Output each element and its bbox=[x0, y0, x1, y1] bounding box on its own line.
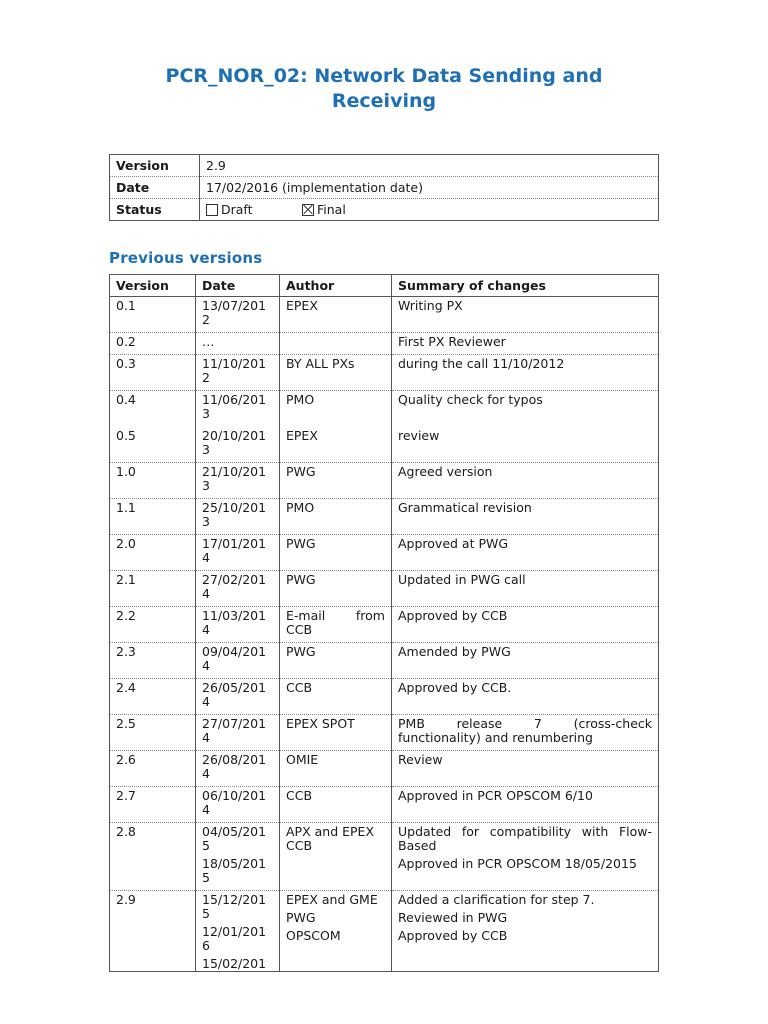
status-row bbox=[110, 199, 659, 221]
date-entry: 27/02/201 4 bbox=[202, 572, 267, 601]
version-cell: 0.2 bbox=[110, 333, 196, 355]
version-cell: 1.1 bbox=[110, 499, 196, 535]
date-cell bbox=[196, 823, 280, 891]
summary-entry: review bbox=[398, 427, 440, 443]
summary-entry: Approved by CCB. bbox=[398, 680, 512, 695]
author-entry: APX and EPEX CCB bbox=[286, 824, 375, 853]
table-row bbox=[110, 787, 659, 823]
author-cell bbox=[280, 535, 392, 571]
date-cell bbox=[196, 607, 280, 643]
final-option[interactable] bbox=[302, 203, 394, 217]
summary-entry: Approved by CCB bbox=[398, 928, 508, 943]
table-row bbox=[110, 823, 659, 891]
version-cell: 2.7 bbox=[110, 787, 196, 823]
version-cell: 1.0 bbox=[110, 463, 196, 499]
version-cell: 2.4 bbox=[110, 679, 196, 715]
author-entry: E-mail from CCB bbox=[286, 608, 385, 637]
author-entry: BY ALL PXs bbox=[286, 356, 355, 371]
table-row bbox=[110, 297, 659, 333]
date-row bbox=[110, 177, 659, 199]
author-entry: EPEX bbox=[286, 298, 318, 313]
summary-cell bbox=[392, 679, 659, 715]
summary-cell bbox=[392, 391, 659, 427]
summary-entry: Agreed version bbox=[398, 464, 493, 479]
date-entry: 06/10/201 4 bbox=[202, 788, 267, 817]
author-cell bbox=[280, 787, 392, 823]
author-entry: PWG bbox=[286, 464, 316, 479]
summary-entry: PMB release 7 (cross-check functionality) and renumbering bbox=[398, 716, 652, 745]
version-info-table bbox=[109, 154, 659, 221]
date-entry: 15/12/201 5 bbox=[202, 892, 267, 921]
date-cell bbox=[196, 535, 280, 571]
date-entry: 18/05/201 5 bbox=[202, 856, 267, 885]
date-entry: 17/01/201 4 bbox=[202, 536, 267, 565]
previous-versions-table bbox=[109, 274, 659, 972]
date-entry: 11/10/201 2 bbox=[202, 356, 267, 385]
author-cell bbox=[280, 643, 392, 679]
version-cell: 2.0 bbox=[110, 535, 196, 571]
date-entry: 15/02/201 bbox=[202, 956, 267, 971]
summary-entry: Approved in PCR OPSCOM 18/05/2015 bbox=[398, 856, 637, 871]
version-cell: 2.5 bbox=[110, 715, 196, 751]
date-entry: 27/07/201 4 bbox=[202, 716, 267, 745]
summary-cell bbox=[392, 823, 659, 891]
previous-versions-heading: Previous versions bbox=[109, 249, 263, 267]
summary-cell bbox=[392, 297, 659, 333]
date-value: 17/02/2016 (implementation date) bbox=[200, 177, 659, 199]
version-cell: 0.4 bbox=[116, 392, 136, 407]
author-entry: CCB bbox=[286, 680, 313, 695]
date-cell bbox=[196, 643, 280, 679]
summary-cell bbox=[392, 499, 659, 535]
table-row bbox=[110, 463, 659, 499]
table-row bbox=[110, 607, 659, 643]
author-cell bbox=[280, 355, 392, 391]
summary-cell bbox=[392, 355, 659, 391]
date-entry: 11/06/201 3 bbox=[202, 392, 267, 421]
author-entry: CCB bbox=[286, 788, 313, 803]
summary-cell bbox=[392, 333, 659, 355]
date-entry: 12/01/201 6 bbox=[202, 924, 267, 953]
author-entry: PWG bbox=[286, 572, 316, 587]
table-row bbox=[110, 427, 659, 463]
date-cell bbox=[196, 355, 280, 391]
author-cell bbox=[280, 891, 392, 972]
table-row bbox=[110, 643, 659, 679]
date-entry: 26/08/201 4 bbox=[202, 752, 267, 781]
table-row bbox=[110, 355, 659, 391]
date-entry: 26/05/201 4 bbox=[202, 680, 267, 709]
table-row bbox=[110, 679, 659, 715]
summary-entry: during the call 11/10/2012 bbox=[398, 356, 565, 371]
date-label: Date bbox=[110, 177, 200, 199]
date-entry: 20/10/201 3 bbox=[202, 427, 267, 457]
summary-cell bbox=[392, 891, 659, 972]
summary-cell bbox=[392, 427, 659, 463]
summary-cell bbox=[392, 463, 659, 499]
author-entry: PWG bbox=[286, 910, 316, 925]
author-cell bbox=[280, 333, 392, 355]
draft-option[interactable] bbox=[206, 203, 298, 217]
title-line-2: Receiving bbox=[331, 90, 437, 112]
table-row bbox=[110, 571, 659, 607]
version-cell: 2.1 bbox=[110, 571, 196, 607]
summary-cell bbox=[392, 751, 659, 787]
table-row bbox=[110, 333, 659, 355]
summary-entry: Approved by CCB bbox=[398, 608, 508, 623]
date-cell bbox=[196, 891, 280, 972]
header-date: Date bbox=[196, 275, 280, 297]
author-entry: EPEX SPOT bbox=[286, 716, 355, 731]
status-options bbox=[200, 199, 659, 221]
table-row bbox=[110, 391, 659, 427]
table-row bbox=[110, 715, 659, 751]
table-row bbox=[110, 891, 659, 972]
version-row bbox=[110, 155, 659, 177]
table-row bbox=[110, 535, 659, 571]
date-cell bbox=[196, 751, 280, 787]
date-entry: 09/04/201 4 bbox=[202, 644, 267, 673]
author-cell bbox=[280, 571, 392, 607]
version-cell: 2.9 bbox=[116, 892, 136, 907]
date-cell bbox=[196, 391, 280, 427]
status-label: Status bbox=[110, 199, 200, 221]
date-entry: … bbox=[202, 334, 215, 349]
summary-entry: Reviewed in PWG bbox=[398, 910, 508, 925]
title-line-1: PCR_NOR_02: Network Data Sending and bbox=[165, 65, 603, 87]
summary-cell bbox=[392, 571, 659, 607]
summary-entry: Approved in PCR OPSCOM 6/10 bbox=[398, 788, 593, 803]
author-cell bbox=[280, 297, 392, 333]
author-cell bbox=[280, 463, 392, 499]
date-cell bbox=[196, 297, 280, 333]
summary-entry: Updated for compatibility with Flow- Based bbox=[398, 824, 652, 853]
version-cell: 2.3 bbox=[110, 643, 196, 679]
summary-entry: Review bbox=[398, 752, 443, 767]
summary-entry: Added a clarification for step 7. bbox=[398, 892, 595, 907]
date-cell bbox=[196, 499, 280, 535]
previous-versions-body bbox=[110, 297, 659, 972]
version-cell: 2.2 bbox=[110, 607, 196, 643]
summary-cell bbox=[392, 643, 659, 679]
date-cell bbox=[196, 463, 280, 499]
date-entry: 11/03/201 4 bbox=[202, 608, 267, 637]
summary-entry: Approved at PWG bbox=[398, 536, 509, 551]
version-cell: 0.3 bbox=[110, 355, 196, 391]
author-entry: OPSCOM bbox=[286, 928, 341, 943]
draft-label: Draft bbox=[221, 202, 253, 217]
version-cell: 0.5 bbox=[110, 427, 196, 463]
author-cell bbox=[280, 607, 392, 643]
version-label: Version bbox=[110, 155, 200, 177]
author-cell bbox=[280, 823, 392, 891]
summary-cell bbox=[392, 715, 659, 751]
author-cell bbox=[280, 679, 392, 715]
author-cell bbox=[280, 751, 392, 787]
author-cell bbox=[280, 427, 392, 463]
table-header-row bbox=[110, 275, 659, 297]
date-cell bbox=[196, 333, 280, 355]
version-cell: 2.6 bbox=[110, 751, 196, 787]
summary-cell bbox=[392, 787, 659, 823]
summary-entry: Amended by PWG bbox=[398, 644, 511, 659]
date-entry: 25/10/201 3 bbox=[202, 500, 267, 529]
author-entry: PMO bbox=[286, 500, 315, 515]
author-entry: PWG bbox=[286, 536, 316, 551]
table-row bbox=[110, 751, 659, 787]
author-cell bbox=[280, 391, 392, 427]
version-cell: 0.1 bbox=[110, 297, 196, 333]
header-author: Author bbox=[280, 275, 392, 297]
author-entry: EPEX bbox=[286, 427, 318, 443]
date-entry: 13/07/201 2 bbox=[202, 298, 267, 327]
table-row bbox=[110, 499, 659, 535]
author-entry: PMO bbox=[286, 392, 315, 407]
summary-entry: Grammatical revision bbox=[398, 500, 532, 515]
date-entry: 21/10/201 3 bbox=[202, 464, 267, 493]
date-cell bbox=[196, 679, 280, 715]
summary-entry: Updated in PWG call bbox=[398, 572, 526, 587]
author-entry: OMIE bbox=[286, 752, 319, 767]
date-cell bbox=[196, 427, 280, 463]
version-value: 2.9 bbox=[200, 155, 659, 177]
date-cell bbox=[196, 715, 280, 751]
summary-cell bbox=[392, 535, 659, 571]
header-version: Version bbox=[110, 275, 196, 297]
date-entry: 04/05/201 5 bbox=[202, 824, 267, 853]
author-cell bbox=[280, 715, 392, 751]
header-summary: Summary of changes bbox=[392, 275, 659, 297]
document-title bbox=[0, 64, 768, 114]
summary-cell bbox=[392, 607, 659, 643]
date-cell bbox=[196, 571, 280, 607]
summary-entry: Quality check for typos bbox=[398, 392, 543, 407]
date-cell bbox=[196, 787, 280, 823]
author-cell bbox=[280, 499, 392, 535]
author-entry: PWG bbox=[286, 644, 316, 659]
final-checkbox-icon[interactable] bbox=[302, 204, 314, 216]
final-label: Final bbox=[316, 202, 346, 217]
version-cell: 2.8 bbox=[110, 823, 196, 891]
author-entry: EPEX and GME bbox=[286, 892, 378, 907]
draft-checkbox-icon[interactable] bbox=[206, 204, 218, 216]
summary-entry: Writing PX bbox=[398, 298, 463, 313]
summary-entry: First PX Reviewer bbox=[398, 334, 506, 349]
